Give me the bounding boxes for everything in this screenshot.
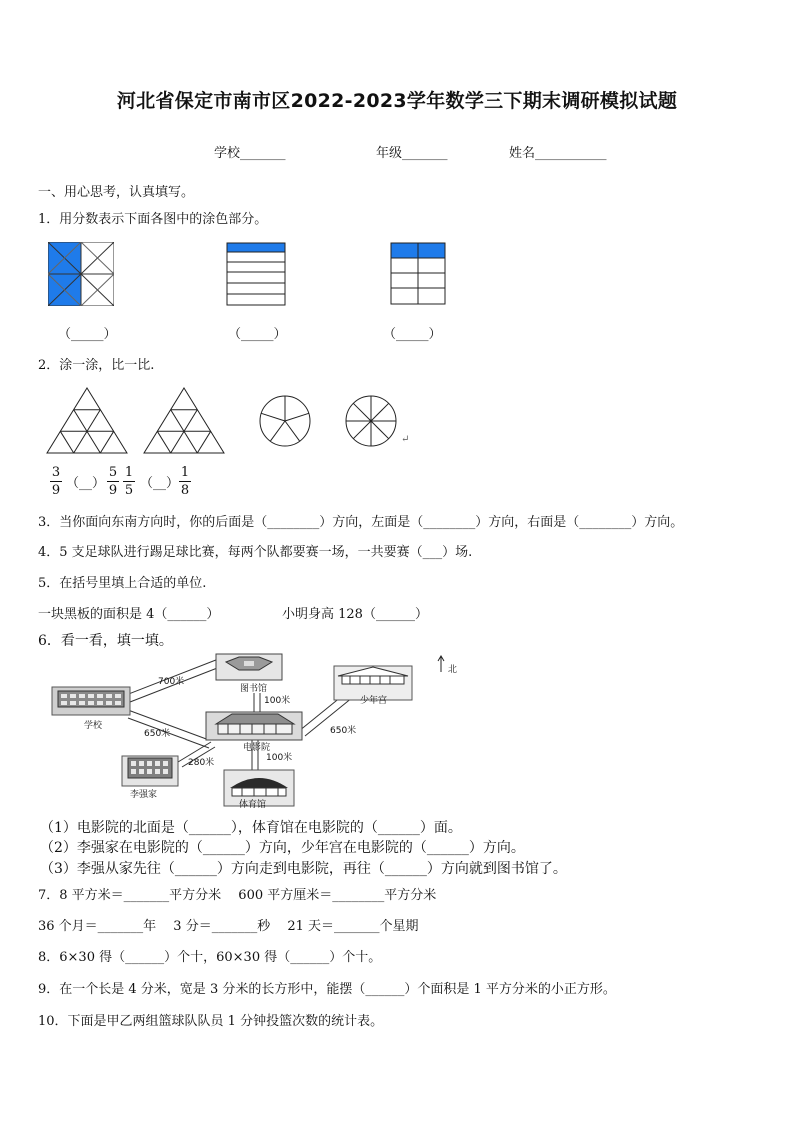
question-8: 8．6×30 得（______）个十，60×30 得（______）个十。 xyxy=(38,950,382,965)
distance-label: 700米 xyxy=(158,677,185,687)
answer-blank[interactable]: （_____） xyxy=(383,327,442,342)
north-arrow-icon xyxy=(438,656,444,672)
question-5-a: 一块黑板的面积是 4（______） xyxy=(38,607,220,622)
page-title: 河北省保定市南市区2022-2023学年数学三下期末调研模拟试题 xyxy=(116,90,678,112)
home-label: 李强家 xyxy=(130,790,158,800)
section-heading: 一、用心思考，认真填写。 xyxy=(38,185,195,200)
distance-label: 650米 xyxy=(330,726,357,736)
north-label: 北 xyxy=(448,665,458,675)
question-6-3: （3）李强从家先往（______）方向走到电影院，再往（______）方向就到图书馆了。 xyxy=(40,861,567,877)
youth-palace-label: 少年宫 xyxy=(360,696,388,706)
denominator: 9 xyxy=(51,483,61,498)
question-7-line-2: 36 个月＝_______年 3 分＝_______秒 21 天＝_______个星期 xyxy=(38,919,419,934)
fraction xyxy=(50,465,62,498)
figure-triangle-1 xyxy=(46,386,130,456)
denominator: 5 xyxy=(124,483,134,498)
numerator: 1 xyxy=(180,465,190,480)
question-5: 5．在括号里填上合适的单位. xyxy=(38,576,207,591)
cinema-label: 电影院 xyxy=(243,743,271,753)
figure-stripes xyxy=(226,242,288,306)
figure-square-triangles xyxy=(48,242,114,306)
school-label: 学校 xyxy=(84,721,103,731)
numerator: 5 xyxy=(108,465,118,480)
question-3: 3．当你面向东南方向时，你的后面是（________）方向，左面是（________）方向，右面是（________）方向。 xyxy=(38,515,684,530)
question-6-2: （2）李强家在电影院的（______）方向，少年宫在电影院的（______）方向。 xyxy=(40,840,525,856)
question-6-1: （1）电影院的北面是（______），体育馆在电影院的（______）面。 xyxy=(40,820,462,836)
question-2: 2．涂一涂，比一比. xyxy=(38,358,155,373)
question-9: 9．在一个长是 4 分米，宽是 3 分米的长方形中，能摆（______）个面积是 1 平方分米的小正方形。 xyxy=(38,982,616,997)
fraction xyxy=(107,465,119,498)
name-field[interactable]: 姓名___________ xyxy=(509,146,607,161)
fraction xyxy=(123,465,135,498)
distance-label: 100米 xyxy=(264,696,291,706)
answer-blank[interactable]: （_____） xyxy=(58,327,117,342)
figure-grid xyxy=(390,242,448,306)
question-10: 10．下面是甲乙两组篮球队队员 1 分钟投篮次数的统计表。 xyxy=(38,1014,384,1029)
gym-label: 体育馆 xyxy=(239,800,267,810)
library-icon xyxy=(216,654,282,680)
distance-label: 280米 xyxy=(188,758,215,768)
home-icon xyxy=(122,756,178,786)
numerator: 3 xyxy=(51,465,61,480)
figure-circle-5 xyxy=(258,394,312,448)
question-4: 4．5 支足球队进行踢足球比赛，每两个队都要赛一场，一共要赛（___）场. xyxy=(38,545,473,560)
figure-triangle-2 xyxy=(143,386,227,456)
question-1: 1．用分数表示下面各图中的涂色部分。 xyxy=(38,212,268,227)
library-label: 图书馆 xyxy=(240,684,268,694)
question-7-line-1: 7．8 平方米＝_______平方分米 600 平方厘米＝________平方分米 xyxy=(38,888,437,903)
denominator: 9 xyxy=(108,483,118,498)
compare-blank[interactable]: （__） xyxy=(140,476,180,491)
question-5-b: 小明身高 128（______） xyxy=(282,607,428,622)
answer-blank[interactable]: （_____） xyxy=(228,327,287,342)
question-6: 6．看一看，填一填。 xyxy=(38,633,173,649)
fraction xyxy=(179,465,191,498)
numerator: 1 xyxy=(124,465,134,480)
denominator: 8 xyxy=(180,483,190,498)
school-icon xyxy=(52,687,130,715)
figure-circle-8 xyxy=(344,394,398,448)
distance-label: 100米 xyxy=(266,753,293,763)
enter-mark: ↵ xyxy=(401,434,410,445)
grade-field[interactable]: 年级_______ xyxy=(376,146,448,161)
map-diagram xyxy=(46,652,466,810)
school-field[interactable]: 学校_______ xyxy=(214,146,286,161)
cinema-icon xyxy=(206,712,302,740)
distance-label: 650米 xyxy=(144,729,171,739)
compare-blank[interactable]: （__） xyxy=(66,476,106,491)
